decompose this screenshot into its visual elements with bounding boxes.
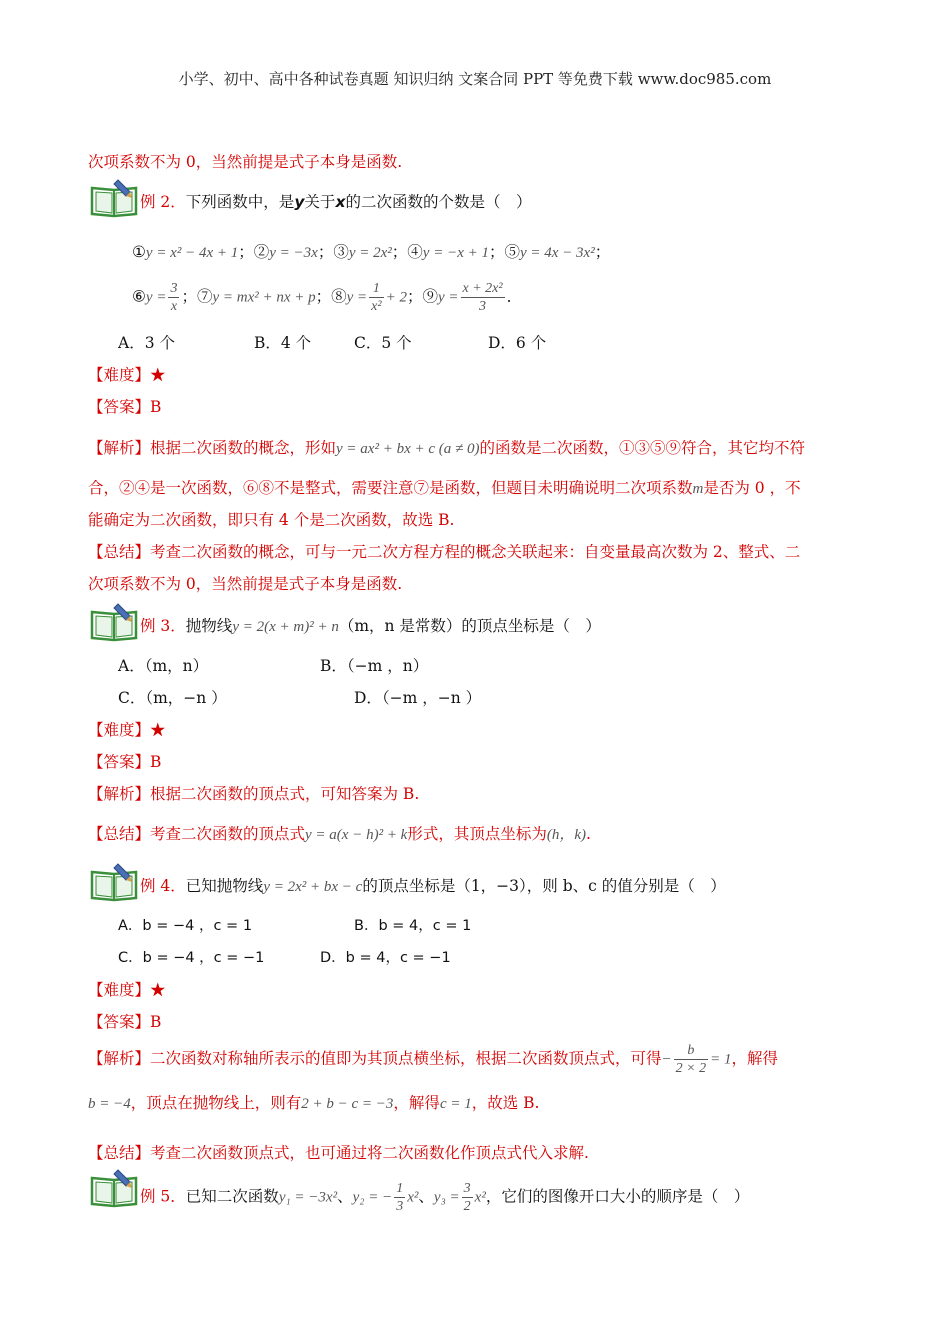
ex3-answer: 【答案】B <box>88 753 162 771</box>
ex3-label: 例 3． <box>140 617 186 635</box>
ex3-question: 例 3．抛物线y = 2(x + m)² + n（m，n 是常数）的顶点坐标是（ ） <box>140 617 601 635</box>
top-line: 次项系数不为 0，当然前提是式子本身是函数. <box>88 153 403 171</box>
ex4-summary: 【总结】考查二次函数顶点式，也可通过将二次函数化作顶点式代入求解. <box>88 1144 589 1162</box>
book-icon <box>88 860 140 902</box>
ex2-analysis-line1: 【解析】根据二次函数的概念，形如y = ax² + bx + c (a ≠ 0)的函数是二次函数，①③⑤⑨符合，其它均不符 <box>88 439 805 457</box>
ex3-difficulty: 【难度】★ <box>88 721 166 739</box>
ex2-option-c[interactable]: C．5 个 <box>354 334 412 352</box>
ex2-analysis-line2: 合，②④是一次函数，⑥⑧不是整式，需要注意⑦是函数，但题目未明确说明二次项系数m是否为 0 ，不 <box>88 479 801 497</box>
ex2-question: 例 2．下列函数中，是y关于x的二次函数的个数是（ ） <box>140 193 532 211</box>
ex2-answer: 【答案】B <box>88 398 162 416</box>
ex4-answer: 【答案】B <box>88 1013 162 1031</box>
ex4-difficulty: 【难度】★ <box>88 981 166 999</box>
ex2-summary-line1: 【总结】考查二次函数的概念，可与一元二次方程方程的概念关联起来：自变量最高次数为 2、整式、二 <box>88 543 801 561</box>
book-icon <box>88 600 140 642</box>
ex4-question: 例 4．已知抛物线y = 2x² + bx − c的顶点坐标是（1，−3），则 b、c 的值分别是（ ） <box>140 877 726 895</box>
ex3-summary: 【总结】考查二次函数的顶点式y = a(x − h)² + k形式，其顶点坐标为(h，k). <box>88 825 591 843</box>
book-icon <box>88 1166 140 1208</box>
ex2-option-b[interactable]: B．4 个 <box>254 334 312 352</box>
ex4-analysis-line2: b = −4，顶点在抛物线上，则有2 + b − c = −3，解得c = 1，故选 B. <box>88 1094 540 1112</box>
ex2-label: 例 2． <box>140 193 186 211</box>
ex4-label: 例 4． <box>140 877 186 895</box>
ex2-functions-row2: ⑥y = $\frac{3}{x}$ ；⑦y = mx² + nx + p；⑧y = $\frac{1}{\text{x²}}$ + 2；⑨y = $\frac{\text{x + 2x²}}{3}$ ． <box>132 281 523 314</box>
ex3-option-c[interactable]: C．（m，−n ） <box>118 689 227 707</box>
ex3-option-b[interactable]: B．（−m ，n） <box>320 657 429 675</box>
ex3-option-a[interactable]: A．（m，n） <box>118 657 209 675</box>
ex3-analysis: 【解析】根据二次函数的顶点式，可知答案为 B. <box>88 785 420 803</box>
ex4-option-d[interactable]: D．b = 4，c = −1 <box>320 950 451 966</box>
ex5-question: 例 5．已知二次函数y₁ = −3x²、y₂ = − $\frac{1}{3}$ x²、y₃ = $\frac{3}{2}$ x²，它们的图像开口大小的顺序是（ ） <box>140 1181 750 1214</box>
ex2-option-a[interactable]: A．3 个 <box>118 334 175 352</box>
ex4-option-a[interactable]: A．b = −4 ，c = 1 <box>118 918 253 934</box>
ex4-option-b[interactable]: B．b = 4，c = 1 <box>354 918 472 934</box>
page-header: 小学、初中、高中各种试卷真题 知识归纳 文案合同 PPT 等免费下载 www.doc985.com <box>178 70 772 88</box>
book-icon <box>88 176 140 218</box>
ex2-difficulty: 【难度】★ <box>88 366 166 384</box>
ex3-option-d[interactable]: D．（−m ，−n ） <box>354 689 482 707</box>
ex4-analysis-line1: 【解析】二次函数对称轴所表示的值即为其顶点横坐标，根据二次函数顶点式，可得− $\frac{b}{2 \times 2}$ = 1，解得 <box>88 1043 778 1076</box>
ex2-summary-line2: 次项系数不为 0，当然前提是式子本身是函数. <box>88 575 403 593</box>
ex5-label: 例 5． <box>140 1187 186 1206</box>
ex2-functions-row1: ①y = x² − 4x + 1；②y = −3x；③y = 2x²；④y = −x + 1；⑤y = 4x − 3x²； <box>132 243 611 261</box>
ex2-option-d[interactable]: D．6 个 <box>488 334 547 352</box>
ex4-option-c[interactable]: C．b = −4 ，c = −1 <box>118 950 265 966</box>
ex2-analysis-line3: 能确定为二次函数，即只有 4 个是二次函数，故选 B. <box>88 511 455 529</box>
